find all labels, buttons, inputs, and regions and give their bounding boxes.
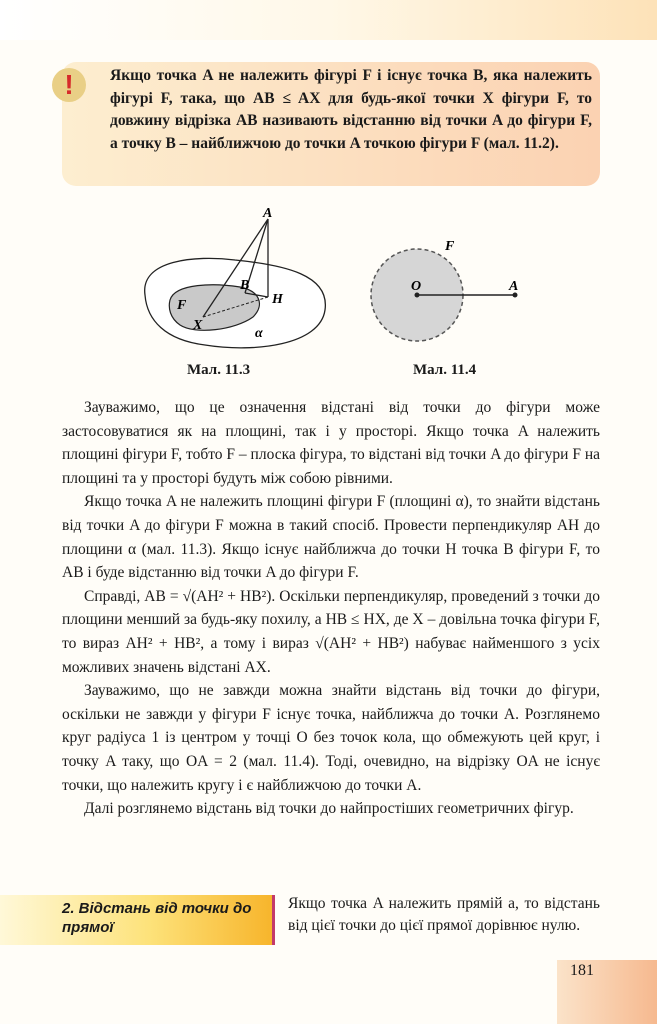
label-x: X — [193, 318, 203, 333]
paragraph: Якщо точка A не належить площині фігури F (площині α), то знайти відстань від точки A до фігури F можна в такий спосіб. Провести перпендикуляр AH до площини α (мал. 11.3). Якщо існує найближча до точки H точка B фігури F, то AB і буде відстанню від точки A до фігури F. — [62, 493, 600, 582]
page-number: 181 — [570, 962, 594, 979]
definition-box — [62, 62, 600, 186]
definition-text: Якщо точка A не належить фігурі F і існує точка B, яка належить фігурі F, така, що AB ≤ AX для будь-якої точки X фігури F, то довжину відрізка AB називають відстанню від точки A до фігури F, а точку B – найближчою до точки A точкою фігури F (мал. 11.2). — [110, 67, 592, 152]
section-title: 2. Відстань від точки до прямої — [62, 900, 252, 936]
paragraph: Зауважимо, що не завжди можна знайти відстань від точки до фігури, оскільки не завжди у фігури F існує точка, найближча до точки A. Розглянемо круг радіуса 1 із центром у точці O без точок кола, що обмежують цей круг, і точку A таку, що OA = 2 (мал. 11.4). Тоді, очевидно, на відрізку OA не існує точки, що належить кругу і є найближчою до точки A. — [62, 682, 600, 794]
paragraph: Далі розглянемо відстань від точки до найпростіших геометричних фігур. — [84, 800, 574, 818]
caption-11-3: Мал. 11.3 — [187, 362, 251, 378]
paragraph: Зауважимо, що це означення відстані від точки до фігури може застосовуватися як на площині, так і у просторі. Якщо точка A належить площині фігури F, тобто F – плоска фігура, то відстані від точки A до фігури F на площині та у просторі будуть між собою рівними. — [62, 399, 600, 487]
caption-11-4: Мал. 11.4 — [413, 362, 477, 378]
label-a: A — [509, 279, 519, 294]
label-alpha: α — [255, 326, 263, 341]
label-h: H — [272, 292, 283, 307]
body-text — [62, 396, 600, 821]
figure-11-4 — [365, 240, 545, 350]
section-note: Якщо точка A належить прямій a, то відстань від цієї точки до цієї прямої дорівнює нулю. — [288, 895, 600, 934]
label-o: O — [411, 279, 422, 294]
label-f: F — [445, 240, 455, 254]
top-decoration — [0, 0, 657, 40]
exclamation-icon: ! — [52, 68, 86, 102]
paragraph: Справді, AB = √(AH² + HB²). Оскільки перпендикуляр, проведений з точки до площини менший за будь-яку похилу, а HB ≤ HX, де X – довільна точка фігури F, то вираз AH² + HB², а тому і вираз √(AH² + HB²) набуває найменшого з усіх можливих значень відстані AX. — [62, 587, 600, 676]
label-b: B — [240, 278, 250, 293]
label-f: F — [177, 298, 187, 313]
section-heading-box — [0, 895, 275, 945]
figure-11-3 — [135, 205, 335, 355]
label-a: A — [263, 206, 273, 221]
